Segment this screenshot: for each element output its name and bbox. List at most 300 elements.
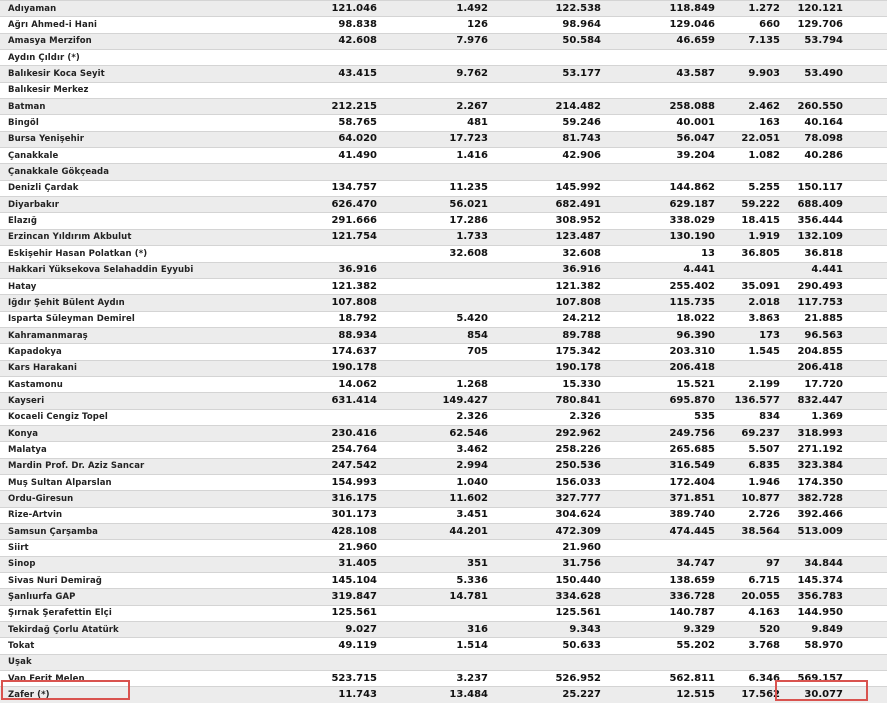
table-row bbox=[0, 605, 887, 621]
value-cell-c3: 121.382 bbox=[496, 278, 609, 294]
value-cell-c6 bbox=[790, 50, 887, 66]
value-cell-c3: 145.992 bbox=[496, 180, 609, 196]
value-cell-c2: 316 bbox=[383, 622, 496, 638]
value-cell-c4: 15.521 bbox=[609, 376, 721, 392]
value-cell-c2: 56.021 bbox=[383, 197, 496, 213]
airport-name-cell: Uşak bbox=[0, 654, 283, 670]
table-row bbox=[0, 99, 887, 115]
value-cell-c5 bbox=[721, 164, 790, 180]
value-cell-c1: 174.637 bbox=[283, 344, 383, 360]
value-cell-c5: 660 bbox=[721, 17, 790, 33]
value-cell-c5 bbox=[721, 654, 790, 670]
value-cell-c6: 382.728 bbox=[790, 491, 887, 507]
value-cell-c2: 854 bbox=[383, 327, 496, 343]
value-cell-c6: 34.844 bbox=[790, 556, 887, 572]
value-cell-c4: 118.849 bbox=[609, 1, 721, 17]
value-cell-c1 bbox=[283, 82, 383, 98]
airport-name-cell: Aydın Çıldır (*) bbox=[0, 50, 283, 66]
value-cell-c5: 5.507 bbox=[721, 442, 790, 458]
value-cell-c1: 21.960 bbox=[283, 540, 383, 556]
value-cell-c5: 9.903 bbox=[721, 66, 790, 82]
airport-name-cell: Şırnak Şerafettin Elçi bbox=[0, 605, 283, 621]
value-cell-c5: 6.835 bbox=[721, 458, 790, 474]
value-cell-c1: 31.405 bbox=[283, 556, 383, 572]
value-cell-c1: 254.764 bbox=[283, 442, 383, 458]
value-cell-c6: 58.970 bbox=[790, 638, 887, 654]
value-cell-c5: 1.545 bbox=[721, 344, 790, 360]
value-cell-c4: 144.862 bbox=[609, 180, 721, 196]
value-cell-c4: 4.441 bbox=[609, 262, 721, 278]
value-cell-c6 bbox=[790, 82, 887, 98]
value-cell-c1: 631.414 bbox=[283, 393, 383, 409]
value-cell-c3: 682.491 bbox=[496, 197, 609, 213]
value-cell-c6: 53.490 bbox=[790, 66, 887, 82]
table-row bbox=[0, 229, 887, 245]
airport-name-cell: Iğdır Şehit Bülent Aydın bbox=[0, 295, 283, 311]
value-cell-c1: 230.416 bbox=[283, 425, 383, 441]
value-cell-c4: 13 bbox=[609, 246, 721, 262]
value-cell-c2: 481 bbox=[383, 115, 496, 131]
value-cell-c2: 2.326 bbox=[383, 409, 496, 425]
highlight-box-zafer-total bbox=[775, 680, 868, 701]
value-cell-c3: 36.916 bbox=[496, 262, 609, 278]
value-cell-c5 bbox=[721, 540, 790, 556]
value-cell-c6: 78.098 bbox=[790, 131, 887, 147]
value-cell-c4: 629.187 bbox=[609, 197, 721, 213]
value-cell-c3: 32.608 bbox=[496, 246, 609, 262]
table-row bbox=[0, 524, 887, 540]
table-row bbox=[0, 246, 887, 262]
value-cell-c6: 40.164 bbox=[790, 115, 887, 131]
table-row bbox=[0, 425, 887, 441]
value-cell-c5: 6.715 bbox=[721, 573, 790, 589]
value-cell-c6: 392.466 bbox=[790, 507, 887, 523]
value-cell-c4: 55.202 bbox=[609, 638, 721, 654]
value-cell-c1: 247.542 bbox=[283, 458, 383, 474]
value-cell-c2: 126 bbox=[383, 17, 496, 33]
value-cell-c5: 2.018 bbox=[721, 295, 790, 311]
table-row bbox=[0, 671, 887, 687]
value-cell-c3: 190.178 bbox=[496, 360, 609, 376]
value-cell-c4: 249.756 bbox=[609, 425, 721, 441]
value-cell-c1: 523.715 bbox=[283, 671, 383, 687]
value-cell-c2: 3.451 bbox=[383, 507, 496, 523]
value-cell-c4 bbox=[609, 654, 721, 670]
airport-name-cell: Zafer (*) bbox=[0, 687, 283, 703]
value-cell-c4: 129.046 bbox=[609, 17, 721, 33]
airport-name-cell: Kayseri bbox=[0, 393, 283, 409]
value-cell-c3 bbox=[496, 82, 609, 98]
value-cell-c3: 258.226 bbox=[496, 442, 609, 458]
value-cell-c5 bbox=[721, 360, 790, 376]
table-row bbox=[0, 66, 887, 82]
value-cell-c2 bbox=[383, 50, 496, 66]
value-cell-c5: 173 bbox=[721, 327, 790, 343]
value-cell-c5 bbox=[721, 262, 790, 278]
airport-name-cell: Balıkesir Merkez bbox=[0, 82, 283, 98]
value-cell-c4: 9.329 bbox=[609, 622, 721, 638]
table-row bbox=[0, 197, 887, 213]
value-cell-c5: 3.768 bbox=[721, 638, 790, 654]
value-cell-c2 bbox=[383, 360, 496, 376]
value-cell-c2: 13.484 bbox=[383, 687, 496, 703]
value-cell-c4: 336.728 bbox=[609, 589, 721, 605]
value-cell-c2: 1.416 bbox=[383, 148, 496, 164]
value-cell-c1: 428.108 bbox=[283, 524, 383, 540]
value-cell-c3: 150.440 bbox=[496, 573, 609, 589]
airport-name-cell: Van Ferit Melen bbox=[0, 671, 283, 687]
value-cell-c3: 81.743 bbox=[496, 131, 609, 147]
value-cell-c4: 56.047 bbox=[609, 131, 721, 147]
value-cell-c4: 265.685 bbox=[609, 442, 721, 458]
table-row bbox=[0, 82, 887, 98]
value-cell-c1: 58.765 bbox=[283, 115, 383, 131]
value-cell-c6 bbox=[790, 540, 887, 556]
airport-name-cell: Bursa Yenişehir bbox=[0, 131, 283, 147]
value-cell-c2: 44.201 bbox=[383, 524, 496, 540]
value-cell-c6: 129.706 bbox=[790, 17, 887, 33]
value-cell-c4: 389.740 bbox=[609, 507, 721, 523]
value-cell-c1: 14.062 bbox=[283, 376, 383, 392]
value-cell-c3: 304.624 bbox=[496, 507, 609, 523]
value-cell-c6: 323.384 bbox=[790, 458, 887, 474]
table-row bbox=[0, 409, 887, 425]
value-cell-c6: 204.855 bbox=[790, 344, 887, 360]
value-cell-c3: 89.788 bbox=[496, 327, 609, 343]
value-cell-c6: 318.993 bbox=[790, 425, 887, 441]
value-cell-c6: 688.409 bbox=[790, 197, 887, 213]
value-cell-c5: 2.199 bbox=[721, 376, 790, 392]
value-cell-c4: 562.811 bbox=[609, 671, 721, 687]
value-cell-c5: 2.462 bbox=[721, 99, 790, 115]
table-row bbox=[0, 164, 887, 180]
value-cell-c5: 59.222 bbox=[721, 197, 790, 213]
value-cell-c2: 2.267 bbox=[383, 99, 496, 115]
airport-name-cell: Ordu-Giresun bbox=[0, 491, 283, 507]
value-cell-c2: 9.762 bbox=[383, 66, 496, 82]
value-cell-c1: 64.020 bbox=[283, 131, 383, 147]
value-cell-c4: 140.787 bbox=[609, 605, 721, 621]
airport-name-cell: Amasya Merzifon bbox=[0, 33, 283, 49]
value-cell-c1: 125.561 bbox=[283, 605, 383, 621]
value-cell-c6: 17.720 bbox=[790, 376, 887, 392]
value-cell-c5: 2.726 bbox=[721, 507, 790, 523]
table-row bbox=[0, 115, 887, 131]
value-cell-c2: 7.976 bbox=[383, 33, 496, 49]
value-cell-c3: 50.584 bbox=[496, 33, 609, 49]
value-cell-c5: 10.877 bbox=[721, 491, 790, 507]
value-cell-c3: 327.777 bbox=[496, 491, 609, 507]
value-cell-c2: 32.608 bbox=[383, 246, 496, 262]
value-cell-c2: 11.235 bbox=[383, 180, 496, 196]
table-row bbox=[0, 33, 887, 49]
table-row bbox=[0, 148, 887, 164]
airport-name-cell: Batman bbox=[0, 99, 283, 115]
value-cell-c1: 36.916 bbox=[283, 262, 383, 278]
airport-name-cell: Şanlıurfa GAP bbox=[0, 589, 283, 605]
value-cell-c5 bbox=[721, 82, 790, 98]
highlight-box-zafer-name bbox=[1, 680, 130, 700]
value-cell-c1: 107.808 bbox=[283, 295, 383, 311]
value-cell-c4: 316.549 bbox=[609, 458, 721, 474]
table-row bbox=[0, 507, 887, 523]
value-cell-c1: 145.104 bbox=[283, 573, 383, 589]
value-cell-c3: 21.960 bbox=[496, 540, 609, 556]
value-cell-c3: 15.330 bbox=[496, 376, 609, 392]
value-cell-c3: 334.628 bbox=[496, 589, 609, 605]
value-cell-c3: 25.227 bbox=[496, 687, 609, 703]
value-cell-c2: 1.514 bbox=[383, 638, 496, 654]
table-row bbox=[0, 458, 887, 474]
value-cell-c3: 526.952 bbox=[496, 671, 609, 687]
value-cell-c2 bbox=[383, 540, 496, 556]
value-cell-c2 bbox=[383, 654, 496, 670]
airport-name-cell: Konya bbox=[0, 425, 283, 441]
value-cell-c1: 316.175 bbox=[283, 491, 383, 507]
value-cell-c2: 17.286 bbox=[383, 213, 496, 229]
table-row bbox=[0, 327, 887, 343]
value-cell-c2: 62.546 bbox=[383, 425, 496, 441]
value-cell-c1 bbox=[283, 164, 383, 180]
value-cell-c1 bbox=[283, 654, 383, 670]
value-cell-c4: 115.735 bbox=[609, 295, 721, 311]
value-cell-c3: 2.326 bbox=[496, 409, 609, 425]
value-cell-c4: 695.870 bbox=[609, 393, 721, 409]
airport-name-cell: Çanakkale bbox=[0, 148, 283, 164]
value-cell-c3: 31.756 bbox=[496, 556, 609, 572]
airport-name-cell: Tokat bbox=[0, 638, 283, 654]
table-row bbox=[0, 393, 887, 409]
airport-name-cell: Siirt bbox=[0, 540, 283, 556]
value-cell-c1: 49.119 bbox=[283, 638, 383, 654]
value-cell-c1: 121.754 bbox=[283, 229, 383, 245]
value-cell-c6: 569.157 bbox=[790, 671, 887, 687]
value-cell-c1: 121.046 bbox=[283, 1, 383, 17]
table-row bbox=[0, 540, 887, 556]
table-row bbox=[0, 17, 887, 33]
value-cell-c6: 150.117 bbox=[790, 180, 887, 196]
airport-name-cell: Çanakkale Gökçeada bbox=[0, 164, 283, 180]
table-row bbox=[0, 131, 887, 147]
value-cell-c1: 43.415 bbox=[283, 66, 383, 82]
value-cell-c3: 308.952 bbox=[496, 213, 609, 229]
airport-name-cell: Isparta Süleyman Demirel bbox=[0, 311, 283, 327]
table-row bbox=[0, 491, 887, 507]
value-cell-c5: 22.051 bbox=[721, 131, 790, 147]
value-cell-c6: 4.441 bbox=[790, 262, 887, 278]
value-cell-c5: 35.091 bbox=[721, 278, 790, 294]
value-cell-c5: 520 bbox=[721, 622, 790, 638]
value-cell-c6: 1.369 bbox=[790, 409, 887, 425]
value-cell-c4: 96.390 bbox=[609, 327, 721, 343]
value-cell-c6: 36.818 bbox=[790, 246, 887, 262]
value-cell-c6: 30.077 bbox=[790, 687, 887, 703]
airport-name-cell: Samsun Çarşamba bbox=[0, 524, 283, 540]
value-cell-c6: 260.550 bbox=[790, 99, 887, 115]
value-cell-c2: 3.462 bbox=[383, 442, 496, 458]
value-cell-c6: 21.885 bbox=[790, 311, 887, 327]
value-cell-c4: 39.204 bbox=[609, 148, 721, 164]
value-cell-c2: 14.781 bbox=[383, 589, 496, 605]
value-cell-c2 bbox=[383, 278, 496, 294]
value-cell-c2: 149.427 bbox=[383, 393, 496, 409]
value-cell-c2 bbox=[383, 262, 496, 278]
table-row bbox=[0, 360, 887, 376]
value-cell-c2: 5.336 bbox=[383, 573, 496, 589]
value-cell-c6: 40.286 bbox=[790, 148, 887, 164]
value-cell-c3: 98.964 bbox=[496, 17, 609, 33]
airport-name-cell: Elazığ bbox=[0, 213, 283, 229]
value-cell-c1: 212.215 bbox=[283, 99, 383, 115]
value-cell-c4 bbox=[609, 82, 721, 98]
value-cell-c2 bbox=[383, 605, 496, 621]
value-cell-c5: 7.135 bbox=[721, 33, 790, 49]
value-cell-c1: 190.178 bbox=[283, 360, 383, 376]
airport-name-cell: Ağrı Ahmed-i Hani bbox=[0, 17, 283, 33]
value-cell-c6: 271.192 bbox=[790, 442, 887, 458]
table-row bbox=[0, 638, 887, 654]
value-cell-c1 bbox=[283, 50, 383, 66]
value-cell-c5: 834 bbox=[721, 409, 790, 425]
value-cell-c5: 3.863 bbox=[721, 311, 790, 327]
value-cell-c4: 258.088 bbox=[609, 99, 721, 115]
value-cell-c5: 97 bbox=[721, 556, 790, 572]
value-cell-c6: 53.794 bbox=[790, 33, 887, 49]
value-cell-c4: 371.851 bbox=[609, 491, 721, 507]
value-cell-c3 bbox=[496, 164, 609, 180]
value-cell-c2 bbox=[383, 82, 496, 98]
airport-name-cell: Sinop bbox=[0, 556, 283, 572]
table-row bbox=[0, 589, 887, 605]
airport-name-cell: Sivas Nuri Demirağ bbox=[0, 573, 283, 589]
airport-name-cell: Erzincan Yıldırım Akbulut bbox=[0, 229, 283, 245]
value-cell-c6: 356.783 bbox=[790, 589, 887, 605]
value-cell-c4: 18.022 bbox=[609, 311, 721, 327]
value-cell-c6: 145.374 bbox=[790, 573, 887, 589]
airport-name-cell: Balıkesir Koca Seyit bbox=[0, 66, 283, 82]
table-row bbox=[0, 311, 887, 327]
airport-name-cell: Tekirdağ Çorlu Atatürk bbox=[0, 622, 283, 638]
value-cell-c5: 20.055 bbox=[721, 589, 790, 605]
value-cell-c3: 42.906 bbox=[496, 148, 609, 164]
value-cell-c1: 18.792 bbox=[283, 311, 383, 327]
value-cell-c5: 1.082 bbox=[721, 148, 790, 164]
table-row bbox=[0, 180, 887, 196]
airport-name-cell: Kapadokya bbox=[0, 344, 283, 360]
value-cell-c2: 17.723 bbox=[383, 131, 496, 147]
value-cell-c1: 42.608 bbox=[283, 33, 383, 49]
value-cell-c2: 1.268 bbox=[383, 376, 496, 392]
value-cell-c2: 1.492 bbox=[383, 1, 496, 17]
value-cell-c5: 38.564 bbox=[721, 524, 790, 540]
airport-name-cell: Rize-Artvin bbox=[0, 507, 283, 523]
value-cell-c3: 9.343 bbox=[496, 622, 609, 638]
airport-name-cell: Hatay bbox=[0, 278, 283, 294]
airport-name-cell: Malatya bbox=[0, 442, 283, 458]
value-cell-c1: 626.470 bbox=[283, 197, 383, 213]
value-cell-c4 bbox=[609, 50, 721, 66]
value-cell-c1: 121.382 bbox=[283, 278, 383, 294]
value-cell-c3: 156.033 bbox=[496, 474, 609, 490]
value-cell-c5: 136.577 bbox=[721, 393, 790, 409]
value-cell-c6: 174.350 bbox=[790, 474, 887, 490]
value-cell-c5: 163 bbox=[721, 115, 790, 131]
value-cell-c2 bbox=[383, 295, 496, 311]
value-cell-c3: 472.309 bbox=[496, 524, 609, 540]
airport-name-cell: Adıyaman bbox=[0, 1, 283, 17]
airport-name-cell: Eskişehir Hasan Polatkan (*) bbox=[0, 246, 283, 262]
value-cell-c6: 117.753 bbox=[790, 295, 887, 311]
value-cell-c3: 59.246 bbox=[496, 115, 609, 131]
value-cell-c1: 134.757 bbox=[283, 180, 383, 196]
value-cell-c6 bbox=[790, 654, 887, 670]
airport-name-cell: Muş Sultan Alparslan bbox=[0, 474, 283, 490]
value-cell-c5: 17.562 bbox=[721, 687, 790, 703]
value-cell-c3 bbox=[496, 654, 609, 670]
value-cell-c6: 206.418 bbox=[790, 360, 887, 376]
value-cell-c1: 319.847 bbox=[283, 589, 383, 605]
value-cell-c6: 120.121 bbox=[790, 1, 887, 17]
value-cell-c5: 6.346 bbox=[721, 671, 790, 687]
value-cell-c1: 11.743 bbox=[283, 687, 383, 703]
airport-name-cell: Kastamonu bbox=[0, 376, 283, 392]
table-row bbox=[0, 278, 887, 294]
value-cell-c6: 356.444 bbox=[790, 213, 887, 229]
value-cell-c5: 1.272 bbox=[721, 1, 790, 17]
value-cell-c5: 1.946 bbox=[721, 474, 790, 490]
value-cell-c1: 154.993 bbox=[283, 474, 383, 490]
value-cell-c6: 9.849 bbox=[790, 622, 887, 638]
value-cell-c6: 96.563 bbox=[790, 327, 887, 343]
table-row bbox=[0, 556, 887, 572]
airport-name-cell: Denizli Çardak bbox=[0, 180, 283, 196]
value-cell-c4: 46.659 bbox=[609, 33, 721, 49]
value-cell-c3: 125.561 bbox=[496, 605, 609, 621]
value-cell-c4 bbox=[609, 164, 721, 180]
value-cell-c4: 255.402 bbox=[609, 278, 721, 294]
value-cell-c3: 123.487 bbox=[496, 229, 609, 245]
value-cell-c4: 203.310 bbox=[609, 344, 721, 360]
table-row bbox=[0, 474, 887, 490]
value-cell-c4: 338.029 bbox=[609, 213, 721, 229]
value-cell-c3: 250.536 bbox=[496, 458, 609, 474]
value-cell-c4: 12.515 bbox=[609, 687, 721, 703]
airport-name-cell: Kars Harakani bbox=[0, 360, 283, 376]
table-body bbox=[0, 1, 887, 703]
value-cell-c3: 53.177 bbox=[496, 66, 609, 82]
value-cell-c5: 36.805 bbox=[721, 246, 790, 262]
value-cell-c6: 513.009 bbox=[790, 524, 887, 540]
table-row bbox=[0, 573, 887, 589]
airport-name-cell: Kahramanmaraş bbox=[0, 327, 283, 343]
value-cell-c3: 50.633 bbox=[496, 638, 609, 654]
value-cell-c1: 291.666 bbox=[283, 213, 383, 229]
value-cell-c4: 172.404 bbox=[609, 474, 721, 490]
table-row bbox=[0, 213, 887, 229]
value-cell-c4: 138.659 bbox=[609, 573, 721, 589]
value-cell-c1: 88.934 bbox=[283, 327, 383, 343]
value-cell-c2: 1.733 bbox=[383, 229, 496, 245]
value-cell-c6: 290.493 bbox=[790, 278, 887, 294]
table-row bbox=[0, 1, 887, 17]
value-cell-c2: 705 bbox=[383, 344, 496, 360]
value-cell-c1 bbox=[283, 409, 383, 425]
value-cell-c1: 41.490 bbox=[283, 148, 383, 164]
value-cell-c3 bbox=[496, 50, 609, 66]
value-cell-c3: 214.482 bbox=[496, 99, 609, 115]
value-cell-c4: 43.587 bbox=[609, 66, 721, 82]
table-row bbox=[0, 376, 887, 392]
